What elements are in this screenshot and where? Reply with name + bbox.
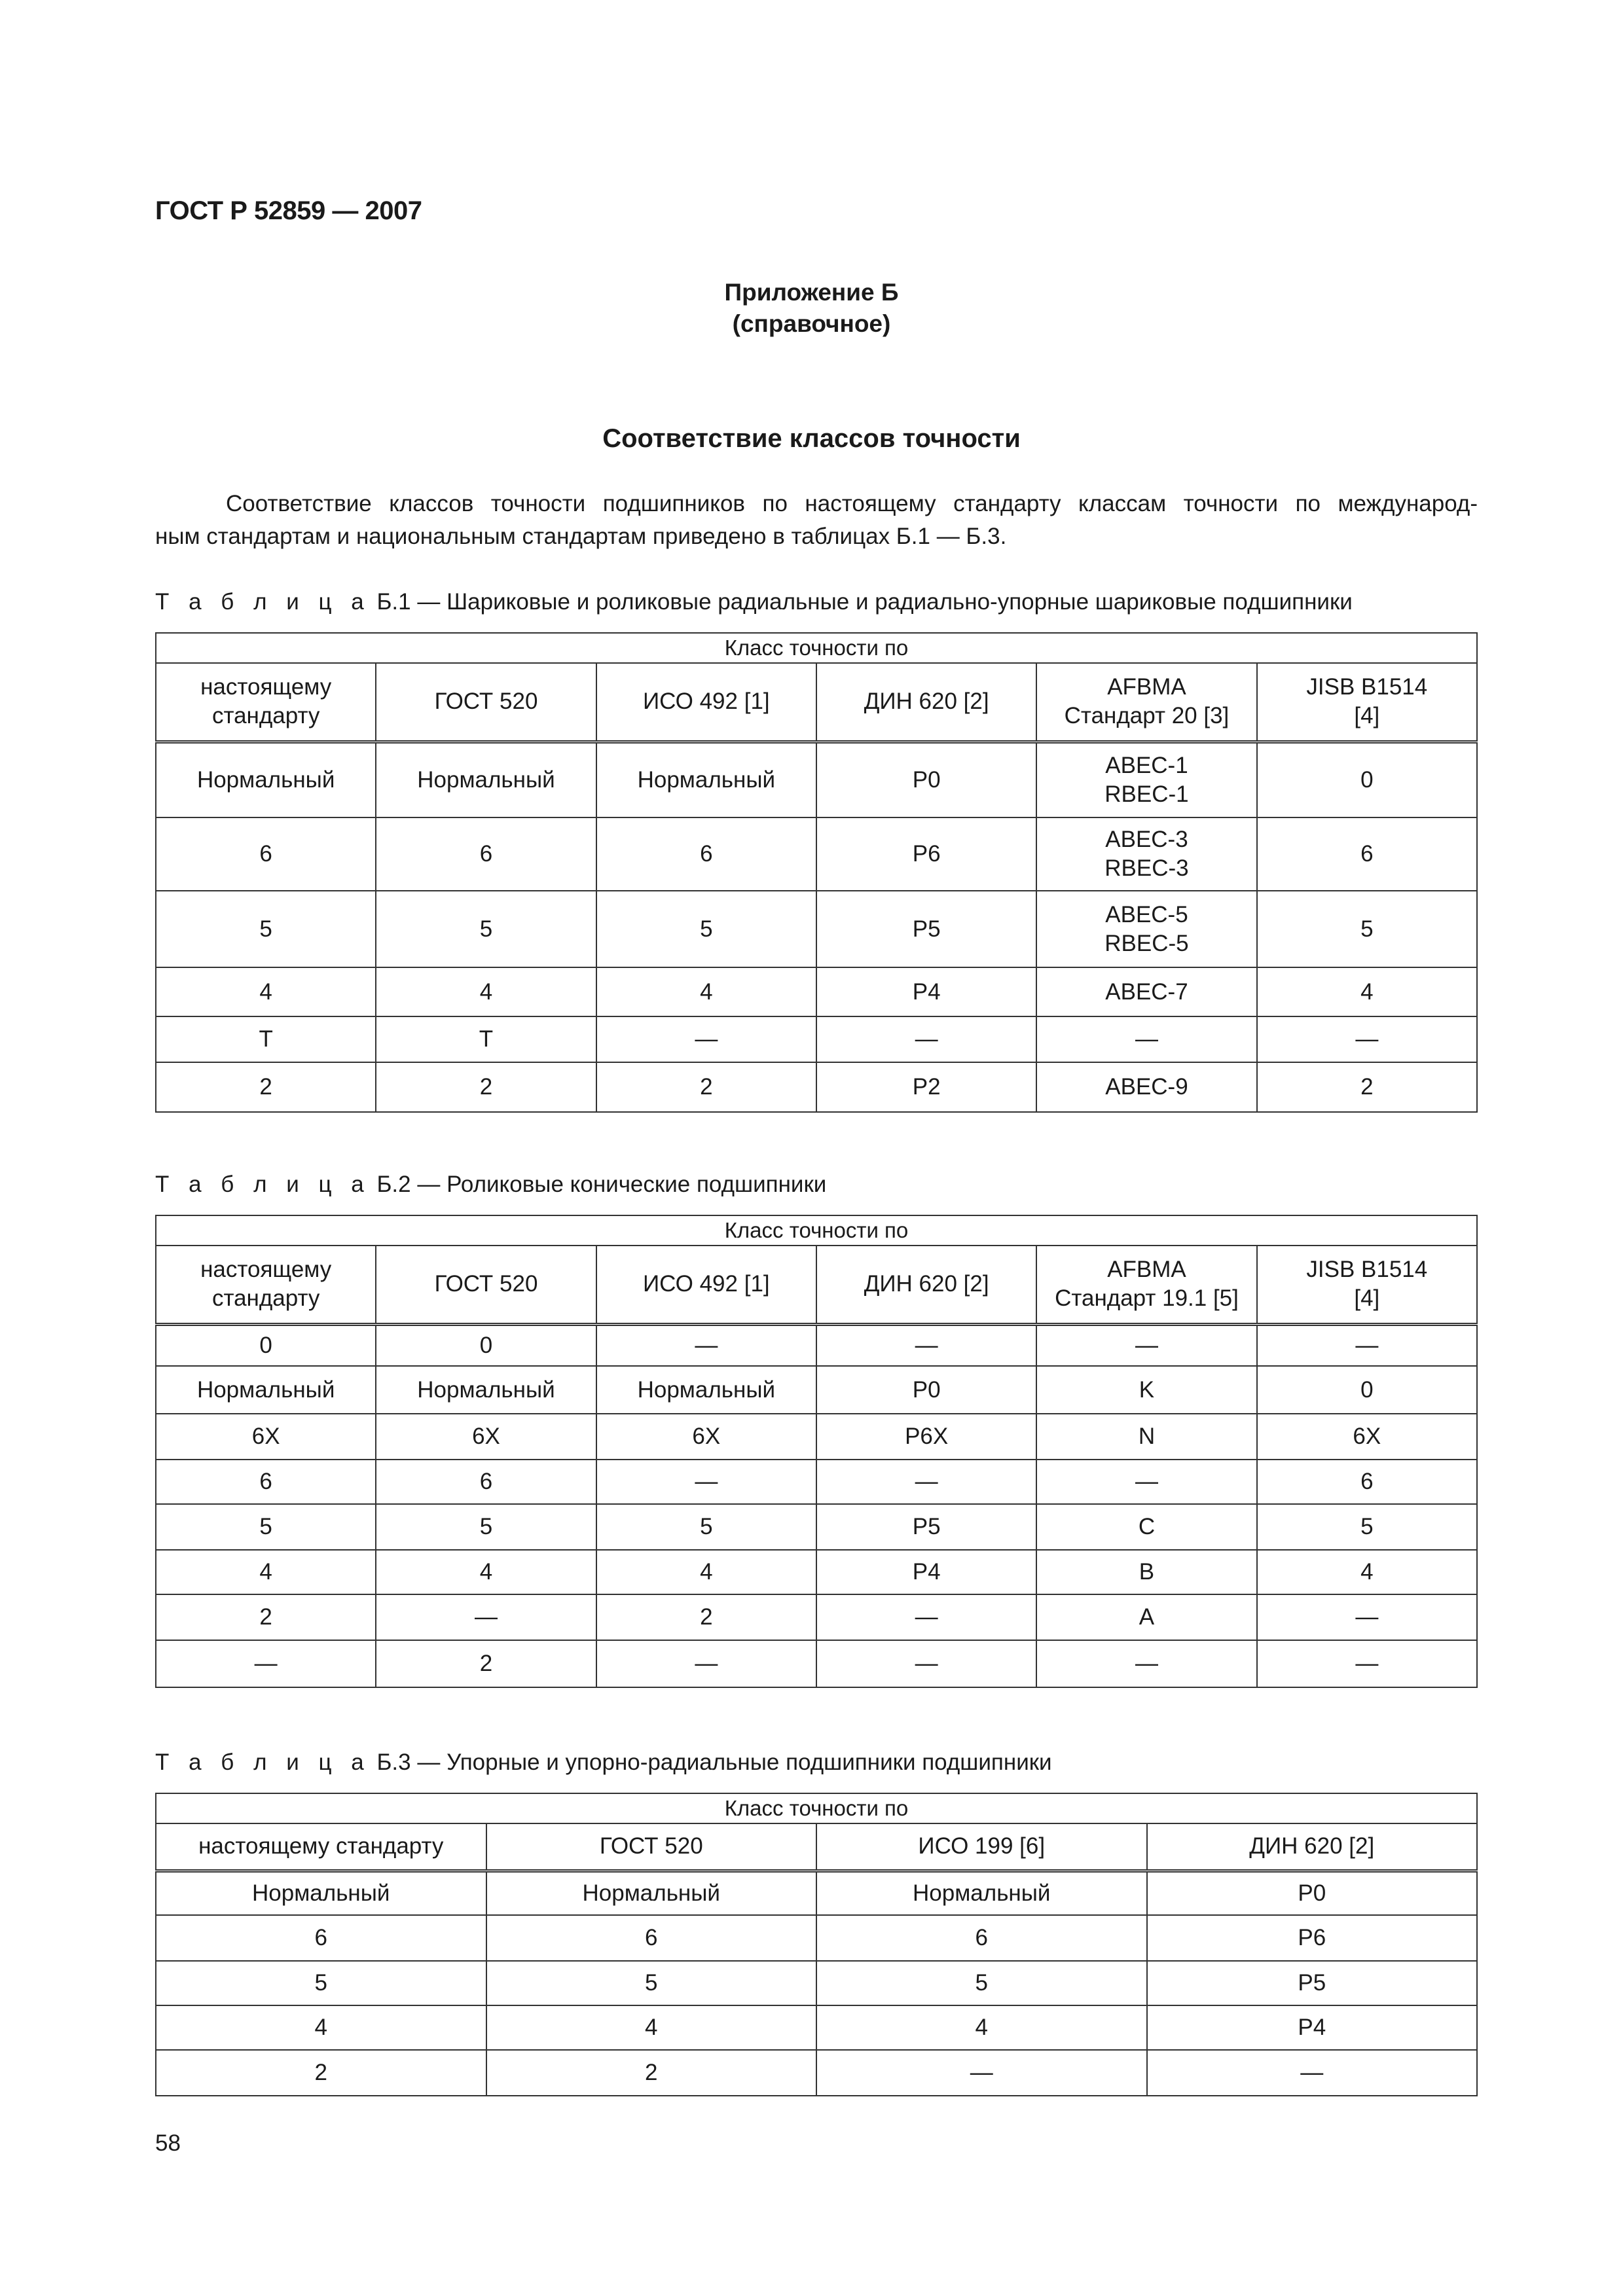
table-cell: A (1036, 1594, 1256, 1640)
column-header-row (156, 1823, 1477, 1871)
table-cell: — (1147, 2050, 1478, 2096)
table-cell: 5 (596, 1504, 816, 1550)
table-cell: 5 (156, 1504, 376, 1550)
table-cell: T (376, 1016, 596, 1062)
table-row (156, 742, 1477, 817)
table-b2 (155, 1215, 1478, 1688)
table-cell: — (596, 1324, 816, 1366)
table-cell: 6X (156, 1414, 376, 1460)
table-cell: P4 (816, 1550, 1036, 1594)
table-cell: 5 (156, 891, 376, 967)
table-row (156, 1915, 1477, 1961)
table-cell: 4 (376, 1550, 596, 1594)
table-row (156, 1366, 1477, 1414)
table-cell: 2 (156, 1062, 376, 1112)
table-b2-caption (155, 1172, 826, 1198)
column-header-row (156, 663, 1477, 742)
table-cell: Нормальный (376, 1366, 596, 1414)
table-cell: ABEC-9 (1036, 1062, 1256, 1112)
table-cell: — (1257, 1016, 1477, 1062)
table-b1-caption (155, 589, 1353, 615)
table-cell: 5 (486, 1961, 817, 2005)
table-b2-caption-text: Б.2 — Роликовые конические подшипники (370, 1172, 827, 1197)
table-cell: Нормальный (596, 742, 816, 817)
table-cell: — (1036, 1016, 1256, 1062)
column-header-cell: JISB B1514 [4] (1257, 663, 1477, 742)
column-header-cell: ГОСТ 520 (486, 1823, 817, 1871)
table-cell: Нормальный (376, 742, 596, 817)
group-header-cell: Класс точности по (156, 1215, 1477, 1246)
table-cell: K (1036, 1366, 1256, 1414)
table-b1 (155, 632, 1478, 1113)
table-cell: 2 (486, 2050, 817, 2096)
section-title: Соответствие классов точности (602, 424, 1021, 453)
table-cell: P0 (816, 1366, 1036, 1414)
table-b3-caption (155, 1749, 1052, 1776)
table-row (156, 1016, 1477, 1062)
table-cell: 2 (156, 2050, 486, 2096)
page-number: 58 (155, 2130, 181, 2156)
table-cell: 4 (156, 967, 376, 1016)
table-cell: 5 (376, 1504, 596, 1550)
table-cell: 6X (1257, 1414, 1477, 1460)
table-row (156, 1594, 1477, 1640)
table-cell: 5 (376, 891, 596, 967)
table-cell: — (1036, 1460, 1256, 1504)
table-cell: — (816, 1594, 1036, 1640)
document-code: ГОСТ Р 52859 — 2007 (155, 196, 422, 225)
table-cell: C (1036, 1504, 1256, 1550)
column-header-cell: JISB B1514 [4] (1257, 1246, 1477, 1324)
table-cell: — (1257, 1640, 1477, 1687)
table-cell: Нормальный (156, 1366, 376, 1414)
table-cell: P0 (1147, 1871, 1478, 1915)
column-header-cell: ДИН 620 [2] (1147, 1823, 1478, 1871)
table-cell: ABEC-1 RBEC-1 (1036, 742, 1256, 817)
table-cell: 5 (1257, 891, 1477, 967)
group-header-row (156, 1215, 1477, 1246)
table-b2-caption-label: Т а б л и ц а (155, 1172, 371, 1197)
table-cell: 4 (596, 1550, 816, 1594)
table-b3-caption-label: Т а б л и ц а (155, 1749, 371, 1775)
table-cell: — (596, 1016, 816, 1062)
table-cell: 6 (156, 1915, 486, 1961)
table-cell: — (816, 1324, 1036, 1366)
table-cell: 5 (1257, 1504, 1477, 1550)
table-cell: P0 (816, 742, 1036, 817)
table-cell: 4 (156, 1550, 376, 1594)
table-cell: 4 (816, 2005, 1147, 2050)
column-header-cell: ГОСТ 520 (376, 663, 596, 742)
table-cell: — (816, 2050, 1147, 2096)
table-cell: — (816, 1640, 1036, 1687)
table-row (156, 1550, 1477, 1594)
table-row (156, 1324, 1477, 1366)
column-header-cell: ИСО 199 [6] (816, 1823, 1147, 1871)
table-cell: 0 (1257, 742, 1477, 817)
column-header-cell: ГОСТ 520 (376, 1246, 596, 1324)
group-header-cell: Класс точности по (156, 1793, 1477, 1823)
table-row (156, 817, 1477, 891)
table-cell: P6 (816, 817, 1036, 891)
column-header-cell: ДИН 620 [2] (816, 663, 1036, 742)
table-cell: — (816, 1460, 1036, 1504)
table-cell: 5 (156, 1961, 486, 2005)
table-row (156, 1460, 1477, 1504)
table-cell: 6 (1257, 1460, 1477, 1504)
table-row (156, 1961, 1477, 2005)
column-header-cell: AFBMA Стандарт 20 [3] (1036, 663, 1256, 742)
column-header-cell: ИСО 492 [1] (596, 1246, 816, 1324)
table-cell: Нормальный (816, 1871, 1147, 1915)
table-cell: Нормальный (486, 1871, 817, 1915)
table-row (156, 891, 1477, 967)
table-cell: 6 (376, 1460, 596, 1504)
table-cell: — (376, 1594, 596, 1640)
table-cell: N (1036, 1414, 1256, 1460)
table-cell: Нормальный (156, 742, 376, 817)
column-header-cell: настоящему стандарту (156, 1246, 376, 1324)
table-cell: — (1257, 1594, 1477, 1640)
table-cell: — (596, 1640, 816, 1687)
table-cell: 2 (376, 1062, 596, 1112)
column-header-cell: ИСО 492 [1] (596, 663, 816, 742)
table-cell: T (156, 1016, 376, 1062)
table-cell: 2 (376, 1640, 596, 1687)
table-cell: 6 (596, 817, 816, 891)
table-b3 (155, 1793, 1478, 2096)
table-cell: 6 (1257, 817, 1477, 891)
column-header-cell: настоящему стандарту (156, 1823, 486, 1871)
table-cell: 2 (596, 1062, 816, 1112)
intro-paragraph (155, 488, 1478, 553)
table-cell: — (596, 1460, 816, 1504)
table-cell: ABEC-7 (1036, 967, 1256, 1016)
group-header-cell: Класс точности по (156, 633, 1477, 663)
table-cell: 6 (816, 1915, 1147, 1961)
column-header-cell: AFBMA Стандарт 19.1 [5] (1036, 1246, 1256, 1324)
table-cell: ABEC-5 RBEC-5 (1036, 891, 1256, 967)
table-cell: — (156, 1640, 376, 1687)
table-cell: P5 (1147, 1961, 1478, 2005)
group-header-row (156, 633, 1477, 663)
table-row (156, 1640, 1477, 1687)
table-cell: 0 (156, 1324, 376, 1366)
table-cell: 2 (1257, 1062, 1477, 1112)
table-cell: 2 (156, 1594, 376, 1640)
table-cell: 4 (486, 2005, 817, 2050)
group-header-row (156, 1793, 1477, 1823)
table-cell: — (1036, 1324, 1256, 1366)
table-cell: 4 (1257, 967, 1477, 1016)
annex-title: Приложение Б (724, 279, 899, 306)
table-cell: 6 (376, 817, 596, 891)
table-row (156, 2005, 1477, 2050)
table-cell: 4 (156, 2005, 486, 2050)
table-row (156, 967, 1477, 1016)
table-cell: 6X (376, 1414, 596, 1460)
table-cell: 4 (1257, 1550, 1477, 1594)
table-cell: 0 (376, 1324, 596, 1366)
table-cell: P5 (816, 891, 1036, 967)
table-cell: 6 (486, 1915, 817, 1961)
column-header-row (156, 1246, 1477, 1324)
table-cell: 4 (376, 967, 596, 1016)
table-cell: 6 (156, 1460, 376, 1504)
table-cell: P5 (816, 1504, 1036, 1550)
table-cell: ABEC-3 RBEC-3 (1036, 817, 1256, 891)
intro-line-2: ным стандартам и национальным стандартам приведено в таблицах Б.1 — Б.3. (155, 524, 1007, 549)
table-cell: 6 (156, 817, 376, 891)
table-cell: 5 (816, 1961, 1147, 2005)
column-header-cell: ДИН 620 [2] (816, 1246, 1036, 1324)
table-row (156, 2050, 1477, 2096)
table-cell: — (1257, 1324, 1477, 1366)
table-cell: P4 (1147, 2005, 1478, 2050)
table-cell: 6X (596, 1414, 816, 1460)
table-cell: — (1036, 1640, 1256, 1687)
table-cell: P2 (816, 1062, 1036, 1112)
table-cell: Нормальный (156, 1871, 486, 1915)
annex-type: (справочное) (732, 310, 891, 337)
table-cell: — (816, 1016, 1036, 1062)
table-row (156, 1504, 1477, 1550)
table-cell: P6 (1147, 1915, 1478, 1961)
table-cell: 0 (1257, 1366, 1477, 1414)
table-cell: Нормальный (596, 1366, 816, 1414)
table-row (156, 1414, 1477, 1460)
table-b3-caption-text: Б.3 — Упорные и упорно-радиальные подшипники подшипники (370, 1749, 1052, 1775)
table-row (156, 1062, 1477, 1112)
table-b1-caption-text: Б.1 — Шариковые и роликовые радиальные и радиально-упорные шариковые подшипники (370, 589, 1353, 615)
table-cell: 4 (596, 967, 816, 1016)
table-cell: 5 (596, 891, 816, 967)
table-b1-caption-label: Т а б л и ц а (155, 589, 371, 615)
table-cell: P6X (816, 1414, 1036, 1460)
column-header-cell: настоящему стандарту (156, 663, 376, 742)
table-cell: B (1036, 1550, 1256, 1594)
table-cell: P4 (816, 967, 1036, 1016)
intro-line-1: Соответствие классов точности подшипников по настоящему стандарту классам точности по международ- (226, 491, 1478, 516)
table-cell: 2 (596, 1594, 816, 1640)
table-row (156, 1871, 1477, 1915)
